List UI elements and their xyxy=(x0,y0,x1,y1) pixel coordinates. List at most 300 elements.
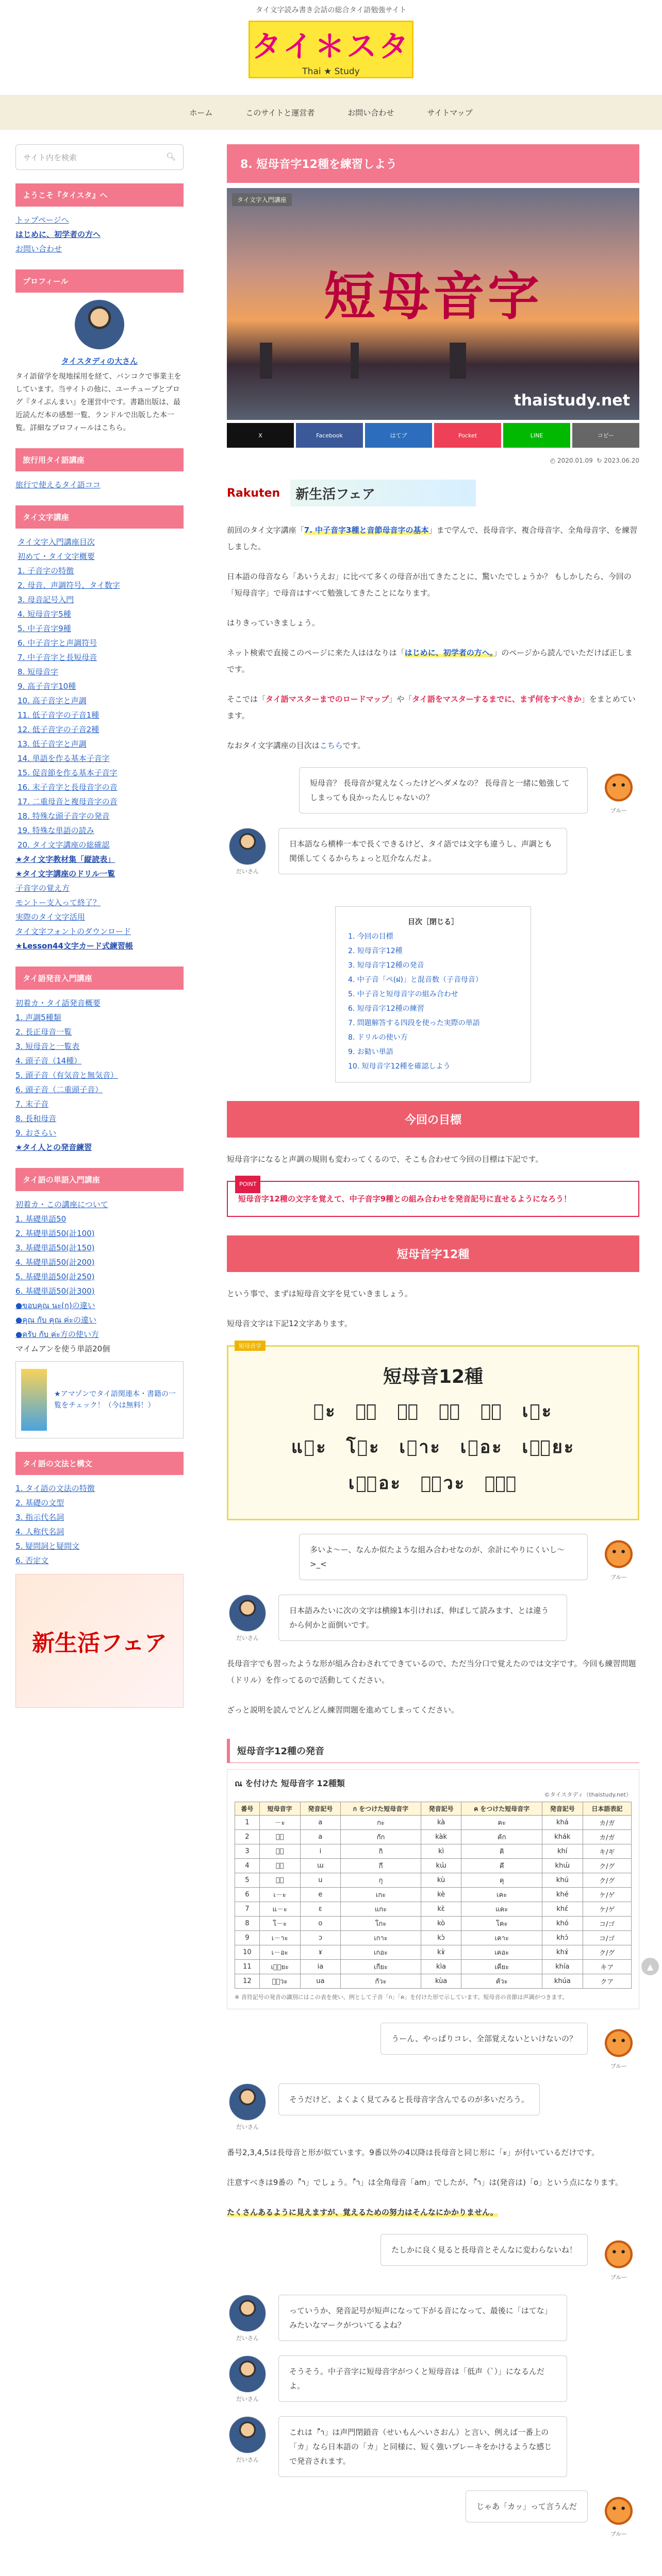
table-cell: แ－ะ xyxy=(259,1902,300,1917)
nav-sitemap[interactable]: サイトマップ xyxy=(427,108,473,117)
script-link-13[interactable]: 12. 低子音字の子音2種 xyxy=(18,725,100,734)
share-button-4[interactable]: LINE xyxy=(503,423,570,448)
fair-banner-text: 新生活フェア xyxy=(32,1630,167,1656)
script-link-20[interactable]: 19. 特殊な単語の読み xyxy=(18,826,94,835)
script-link-6[interactable]: 5. 中子音字9種 xyxy=(18,624,71,633)
script-link-14[interactable]: 13. 低子音字と声調 xyxy=(18,739,87,749)
table-cell: kè xyxy=(421,1888,461,1902)
rakuten-logo: Rakuten xyxy=(227,486,280,500)
grammar-link-4[interactable]: 5. 疑問詞と疑問文 xyxy=(15,1541,80,1551)
words-link-9[interactable]: ●ครับ กับ ค่ะ方の使い方 xyxy=(15,1330,99,1339)
point-box xyxy=(227,1181,639,1217)
table-cell: khɤ́ xyxy=(542,1945,583,1960)
dialogue-kuma-5 xyxy=(227,2490,639,2538)
table-cell: เคาะ xyxy=(461,1931,542,1945)
table-cell: ia xyxy=(300,1960,341,1974)
table-row xyxy=(235,1844,632,1859)
words-link-3[interactable]: 3. 基礎単語50(計150) xyxy=(15,1243,95,1252)
table-cell: เกียะ xyxy=(341,1960,421,1974)
table-cell: －ัวะ xyxy=(259,1974,300,1989)
table-cell: kɯ̀ xyxy=(421,1859,461,1873)
table-cell: kɛ̀ xyxy=(421,1902,461,1917)
script-link-16[interactable]: 15. 促音節を作る基本子音字 xyxy=(18,768,118,777)
table-cell: khá xyxy=(542,1816,583,1830)
mid-paragraph-2: ざっと説明を読んでどんどん練習問題を進めてしまってください。 xyxy=(227,1705,459,1715)
pron-heading: タイ語発音入門講座 xyxy=(15,967,184,990)
vowels-intro: という事で、まずは短母音文字を見ていきましょう。 xyxy=(227,1289,412,1298)
intro-paragraph-5: そこでは「タイ語マスターまでのロードマップ」や「タイ語をマスターするまでに、まず何をすべきか」をまとめています。 xyxy=(227,694,636,720)
script-extra-link-3[interactable]: タイ文字フォントのダウンロード xyxy=(15,927,131,936)
table-cell: キ/ギ xyxy=(583,1844,631,1859)
toc-item[interactable]: 10. 短母音字12種を確認しよう xyxy=(348,1062,451,1071)
intro-paragraph-4: ネット検索で直接このページに来た人ははなりは「はじめに、初学者の方へ。」のページから読んでいただけば正しまです。 xyxy=(227,648,633,674)
script-extra-link-2[interactable]: 実際のタイ文字活用 xyxy=(15,912,85,922)
table-cell: コ/ゴ xyxy=(583,1931,631,1945)
script-link-1[interactable]: 初めて・タイ文字概要 xyxy=(18,552,95,561)
table-cell: เ－าะ xyxy=(259,1931,300,1945)
pron-link-3[interactable]: 3. 短母音と一覧表 xyxy=(15,1042,80,1051)
table-row xyxy=(235,1902,632,1917)
table-cell: 6 xyxy=(235,1888,260,1902)
board-row-1: －ะ －ั －ิ －ึ －ุ เ－ะ xyxy=(313,1401,553,1421)
script-link-5[interactable]: 4. 短母音字5種 xyxy=(18,609,71,619)
script-link-21[interactable]: 20. タイ文字講座の総確認 xyxy=(18,840,110,850)
table-cell: －ั xyxy=(259,1830,300,1844)
intro-paragraph-3: はりきっていきましょう。 xyxy=(227,618,320,628)
script-link-15[interactable]: 14. 単語を作る基本子音字 xyxy=(18,754,110,763)
table-cell: コ/ゴ xyxy=(583,1917,631,1931)
pron-bold-link[interactable]: ★タイ人との発音練習 xyxy=(15,1143,92,1152)
table-cell: e xyxy=(300,1888,341,1902)
profile-name[interactable]: タイスタディの大さん xyxy=(61,357,138,366)
date-updated: 2023.06.20 xyxy=(604,457,639,464)
table-cell: กัวะ xyxy=(341,1974,421,1989)
table-cell: 11 xyxy=(235,1960,260,1974)
table-cell: โ－ะ xyxy=(259,1917,300,1931)
speech-bubble: そうだけど、よくよく見てみると長母音字含んでるのが多いだろう。 xyxy=(278,2083,540,2115)
author-avatar xyxy=(229,2295,266,2332)
table-cell: －ึ xyxy=(259,1859,300,1873)
link-beginner[interactable]: はじめに、初学者の方へ。 xyxy=(404,648,494,657)
table-header-cell: 番号 xyxy=(235,1802,260,1816)
author-avatar xyxy=(229,2355,266,2393)
script-link-10[interactable]: 9. 高子音字10種 xyxy=(18,682,76,691)
table-cell: i xyxy=(300,1844,341,1859)
pron-link-7[interactable]: 7. 末子音 xyxy=(15,1099,49,1109)
dialogue-dai-2 xyxy=(227,1595,639,1642)
toc-item[interactable]: 1. 今回の目標 xyxy=(348,933,393,941)
table-cell: カ/ガ xyxy=(583,1830,631,1844)
toc-item[interactable]: 9. お勧い単語 xyxy=(348,1048,393,1056)
table-cell: khó xyxy=(542,1917,583,1931)
table-cell: เกอะ xyxy=(341,1945,421,1960)
words-heading: タイ語の単語入門講座 xyxy=(15,1168,184,1191)
table-cell: กิ xyxy=(341,1844,421,1859)
table-of-contents xyxy=(335,906,531,1082)
eyecatch-image xyxy=(227,188,639,420)
words-link-4[interactable]: 4. 基礎単語50(計200) xyxy=(15,1258,95,1267)
table-cell: kà xyxy=(421,1816,461,1830)
table-cell: คัก xyxy=(461,1830,542,1844)
vowels-intro-2: 短母音文字は下記12文字あります。 xyxy=(227,1319,352,1328)
table-cell: khɔ́ xyxy=(542,1931,583,1945)
profile-bio: タイ語留学を現地採用を経て、バンコクで事業主をしています。当サイトの他に、ユーチューブとブログ『タイぷんまい』を運営中です。書籍出版は、最近読んだ本の感想一覧、ランドルで出版した本一覧。詳細なプロフィールはこちら。 xyxy=(15,372,181,432)
date-published: 2020.01.09 xyxy=(557,457,593,464)
table-cell: kò xyxy=(421,1917,461,1931)
speaker-name: ブルー xyxy=(610,2274,627,2281)
pron-link-1[interactable]: 1. 声調5種類 xyxy=(15,1013,61,1022)
table-cell: 12 xyxy=(235,1974,260,1989)
speaker-name: だいさん xyxy=(236,1635,259,1641)
script-link-4[interactable]: 3. 母音記号入門 xyxy=(18,595,74,604)
dialogue-kuma-1 xyxy=(227,767,639,815)
table-cell: โกะ xyxy=(341,1917,421,1931)
words-link-2[interactable]: 2. 基礎単語50(計100) xyxy=(15,1229,95,1238)
nav-about[interactable]: このサイトと運営者 xyxy=(245,108,315,117)
table-cell: เ－ะ xyxy=(259,1888,300,1902)
speech-bubble: 日本語みたいに次の文字は横線1本引ければ、伸ばして読みます、とは違うから何かと面倒いです。 xyxy=(278,1595,567,1641)
welcome-link-contact[interactable]: お問い合わせ xyxy=(15,244,62,253)
toc-items xyxy=(348,929,518,1074)
table-cell: kɤ̀ xyxy=(421,1945,461,1960)
words-link-8[interactable]: ●คุณ กับ คุณ ค่ะの違い xyxy=(15,1315,96,1325)
script-link-17[interactable]: 16. 末子音字と長母音字の音 xyxy=(18,783,118,792)
table-row xyxy=(235,1888,632,1902)
welcome-link-beginner[interactable]: はじめに、初学者の方へ xyxy=(15,230,101,239)
script-link-19[interactable]: 18. 特殊な頭子音字の発音 xyxy=(18,811,110,821)
table-cell: キア xyxy=(583,1960,631,1974)
toc-item[interactable]: 3. 短母音字12種の発音 xyxy=(348,961,424,970)
bear-avatar xyxy=(600,2234,637,2271)
travel-link[interactable]: 旅行で使えるタイ語ココ xyxy=(15,480,101,489)
speech-bubble: じゃあ「カッ」って言うんだ xyxy=(466,2490,588,2522)
script-heading: タイ文字講座 xyxy=(15,505,184,529)
table-cell: kì xyxy=(421,1844,461,1859)
speaker-name: ブルー xyxy=(610,807,627,814)
table-cell: 9 xyxy=(235,1931,260,1945)
speech-bubble: たしかに良く見ると長母音とそんなに変わらないね！ xyxy=(380,2234,588,2266)
page-title: 8. 短母音字12種を練習しよう xyxy=(227,144,639,183)
board-row-3: เ－ือะ －ัวะ －ำ xyxy=(348,1473,518,1494)
script-link-8[interactable]: 7. 中子音字と長短母音 xyxy=(18,653,97,662)
table-cell: กุ xyxy=(341,1873,421,1888)
table-row xyxy=(235,1960,632,1974)
pron-link-2[interactable]: 2. 長正母音一覧 xyxy=(15,1027,72,1037)
toc-item[interactable]: 8. ドリルの使い方 xyxy=(348,1033,408,1042)
script-bold-link-0[interactable]: ★タイ文字教材集「縦読表」 xyxy=(15,855,115,864)
subheading-pronunciation: 短母音字12種の発音 xyxy=(227,1739,639,1763)
toc-item[interactable]: 7. 問題解答する四段を使った実際の単語 xyxy=(348,1019,480,1027)
table-cell: 3 xyxy=(235,1844,260,1859)
table-cell: 4 xyxy=(235,1859,260,1873)
dialogue-dai-4 xyxy=(227,2295,639,2342)
mid-paragraph-1: 長母音字でも習ったような形が組み合わされてできているので、ただ当分口で覚えたのでは文字です。今回も練習問題（ドリル）を作ってるので活動してください。 xyxy=(227,1659,636,1685)
table-cell: กัก xyxy=(341,1830,421,1844)
table-row xyxy=(235,1830,632,1844)
words-link-1[interactable]: 1. 基礎単語50 xyxy=(15,1214,67,1224)
board-label: 短母音字 xyxy=(235,1341,266,1351)
script-link-7[interactable]: 6. 中子音字と声調符号 xyxy=(18,638,97,648)
script-link-12[interactable]: 11. 低子音字の子音1種 xyxy=(18,710,100,720)
words-links xyxy=(15,1197,184,1342)
table-cell: 5 xyxy=(235,1873,260,1888)
bear-avatar xyxy=(600,2490,637,2528)
table-cell: เกะ xyxy=(341,1888,421,1902)
bear-avatar xyxy=(600,767,637,804)
category-tag[interactable]: タイ文字入門講座 xyxy=(232,193,292,206)
grammar-link-5[interactable]: 6. 否定文 xyxy=(15,1556,49,1565)
table-row xyxy=(235,1873,632,1888)
speaker-name: ブルー xyxy=(610,1574,627,1581)
city-skyline xyxy=(227,343,639,379)
table-cell: kàk xyxy=(421,1830,461,1844)
table-cell: khú xyxy=(542,1873,583,1888)
words-link-5[interactable]: 5. 基礎単語50(計250) xyxy=(15,1272,95,1281)
eyecatch-title: 短母音字 xyxy=(324,266,542,327)
table-cell: khɛ́ xyxy=(542,1902,583,1917)
speech-bubble: 多いよ〜ー、なんか似たような組み合わせなのが、余計にやりにくいし〜>_< xyxy=(299,1534,588,1580)
table-cell: กะ xyxy=(341,1816,421,1830)
script-link-18[interactable]: 17. 二重母音と複母音字の音 xyxy=(18,797,118,806)
table-cell: กึ xyxy=(341,1859,421,1873)
welcome-heading: ようこそ『タイスタ』へ xyxy=(15,183,184,207)
words-plain: マイムアンを使う単語20個 xyxy=(15,1344,110,1353)
search-input[interactable] xyxy=(15,144,184,170)
table-cell: เคียะ xyxy=(461,1960,542,1974)
table-cell: kɔ̀ xyxy=(421,1931,461,1945)
script-extra-link-1[interactable]: モントー支入って終了？ xyxy=(15,898,101,907)
table-cell: クア xyxy=(583,1974,631,1989)
table-cell: ua xyxy=(300,1974,341,1989)
pron-link-6[interactable]: 6. 頭子音（二重頭子音） xyxy=(15,1085,103,1094)
board-row-2: แ－ะ โ－ะ เ－าะ เ－อะ เ－ียะ xyxy=(291,1437,575,1458)
table-cell: คิ xyxy=(461,1844,542,1859)
intro-paragraph-1: 前回のタイ文字講座「7. 中子音字3種と音節母音字の基本」まで学んで、長母音字、複合母音字、全角母音字、を練習しました。 xyxy=(227,526,638,551)
table-cell: kùa xyxy=(421,1974,461,1989)
speech-bubble: 短母音？ 長母音が覚えなくったけどへダメなの？ 長母音と一緒に勉強してしまっても良かったんじゃないの？ xyxy=(299,767,588,814)
script-bold-end[interactable]: ★Lesson44文字カード式練習帳 xyxy=(15,941,133,951)
table-cell: a xyxy=(300,1816,341,1830)
profile-avatar xyxy=(75,300,124,349)
table-cell: khúa xyxy=(542,1974,583,1989)
words-link-0[interactable]: 初着カ・この講座について xyxy=(15,1200,108,1209)
speaker-name: だいさん xyxy=(236,2335,259,2342)
post-dates xyxy=(227,457,639,464)
vowel-table-wrap xyxy=(227,1769,639,2009)
speaker-name: だいさん xyxy=(236,2396,259,2402)
nav-contact[interactable]: お問い合わせ xyxy=(347,108,394,117)
toc-item[interactable]: 6. 短母音字12種の練習 xyxy=(348,1005,424,1013)
table-cell: เกาะ xyxy=(341,1931,421,1945)
table-cell: โคะ xyxy=(461,1917,542,1931)
grammar-links xyxy=(15,1481,184,1568)
table-cell: ク/グ xyxy=(583,1859,631,1873)
pron-link-5[interactable]: 5. 頭子音（有気音と無気音） xyxy=(15,1071,119,1080)
table-header-cell: 短母音字 xyxy=(259,1802,300,1816)
table-cell: คุ xyxy=(461,1873,542,1888)
link-prev-lesson[interactable]: 7. 中子音字3種と音節母音字の基本 xyxy=(304,526,429,535)
table-header-cell: 日本語表記 xyxy=(583,1802,631,1816)
table-cell: －ุ xyxy=(259,1873,300,1888)
table-row xyxy=(235,1859,632,1873)
after-paragraph-3: たくさんあるように見えますが、覚えるための努力はそんなにかかりません。 xyxy=(227,2208,498,2217)
intro-paragraph-2: 日本語の母音なら「あいうえお」に比べて多くの母音が出てきたことに、驚いたでしょうか？ もしかしたら、今回の「短母音字」で母音はすべて勉強してきたことになります。 xyxy=(227,572,632,598)
script-extra-link-0[interactable]: 子音字の覚え方 xyxy=(15,884,70,893)
grammar-link-3[interactable]: 4. 人称代名詞 xyxy=(15,1527,64,1536)
table-header-cell: 発音記号 xyxy=(300,1802,341,1816)
speaker-name: ブルー xyxy=(610,2531,627,2537)
pron-link-8[interactable]: 8. 長和母音 xyxy=(15,1114,57,1123)
link-toc[interactable]: こちら xyxy=(319,741,343,750)
table-cell: 2 xyxy=(235,1830,260,1844)
refresh-icon: ↻ xyxy=(597,457,602,464)
logo-subtext: Thai ★ Study xyxy=(302,66,360,77)
rakuten-banner[interactable]: 新生活フェア xyxy=(290,480,476,506)
pron-link-4[interactable]: 4. 頭子音（14種） xyxy=(15,1056,82,1065)
table-row xyxy=(235,1917,632,1931)
script-link-9[interactable]: 8. 短母音字 xyxy=(18,667,59,676)
speaker-name: だいさん xyxy=(236,2456,259,2463)
pron-links xyxy=(15,996,184,1140)
point-label: POINT xyxy=(235,1176,260,1193)
point-text: 短母音字12種の文字を覚えて、中子音字9種との組み合わせを発音記号に直せるようになろう！ xyxy=(238,1194,572,1204)
toc-title[interactable]: 目次［閉じる］ xyxy=(408,918,458,926)
share-button-2[interactable]: はてブ xyxy=(365,423,432,448)
speaker-name: ブルー xyxy=(610,2063,627,2070)
dialogue-kuma-3 xyxy=(227,2023,639,2070)
script-bold-link-1[interactable]: ★タイ文字講座のドリル一覧 xyxy=(15,869,115,878)
clock-icon: ◴ xyxy=(550,457,556,464)
grammar-link-1[interactable]: 2. 基礎の文型 xyxy=(15,1498,64,1507)
table-header-cell: 発音記号 xyxy=(542,1802,583,1816)
table-cell: －ิ xyxy=(259,1844,300,1859)
rakuten-ad[interactable] xyxy=(227,478,639,509)
table-cell: khía xyxy=(542,1960,583,1974)
table-source: ©タイスタディ（thaistudy.net） xyxy=(544,1791,632,1798)
travel-heading: 旅行用タイ語講座 xyxy=(15,448,184,471)
share-button-0[interactable]: X xyxy=(227,423,294,448)
pron-link-9[interactable]: 9. おさらい xyxy=(15,1128,57,1138)
amazon-ad[interactable] xyxy=(15,1361,184,1438)
share-button-1[interactable]: Facebook xyxy=(296,423,363,448)
table-cell: o xyxy=(300,1917,341,1931)
speech-bubble: うーん、やっぱりコレ、全部覚えないといけないの？ xyxy=(380,2023,588,2055)
toc-item[interactable]: 2. 短母音字12種 xyxy=(348,947,403,955)
words-link-6[interactable]: 6. 基礎単語50(計300) xyxy=(15,1286,95,1296)
share-button-5[interactable]: コピー xyxy=(572,423,639,448)
welcome-link-top[interactable]: トップページへ xyxy=(15,215,69,225)
words-link-7[interactable]: ●ขอบคุณ นะ(ก)の違い xyxy=(15,1301,95,1310)
grammar-link-2[interactable]: 3. 指示代名詞 xyxy=(15,1513,64,1522)
table-cell: khé xyxy=(542,1888,583,1902)
table-cell: เ－ียะ xyxy=(259,1960,300,1974)
table-cell: kìa xyxy=(421,1960,461,1974)
dialogue-kuma-4 xyxy=(227,2234,639,2281)
table-cell: ɔ xyxy=(300,1931,341,1945)
profile-heading: プロフィール xyxy=(15,269,184,293)
speech-bubble: 日本語なら横棒一本で長くできるけど、タイ語では文字も違うし、声調とも関係してくるからちょっと厄介なんだよ。 xyxy=(278,828,567,874)
table-cell: แกะ xyxy=(341,1902,421,1917)
bear-avatar xyxy=(600,1534,637,1571)
table-cell: 10 xyxy=(235,1945,260,1960)
search-icon[interactable]: 🔍︎ xyxy=(166,152,176,161)
author-avatar xyxy=(229,828,266,865)
table-cell: คึ xyxy=(461,1859,542,1873)
table-row xyxy=(235,1931,632,1945)
ad-text[interactable]: ★アマゾンでタイ語関連本・書籍の一覧をチェック！（今は無料！） xyxy=(54,1390,176,1410)
section-heading-vowels: 短母音字12種 xyxy=(227,1235,639,1272)
table-header-row xyxy=(235,1802,632,1816)
share-button-3[interactable]: Pocket xyxy=(434,423,501,448)
toc-item[interactable]: 5. 中子音と短母音字の組み合わせ xyxy=(348,990,458,998)
script-link-11[interactable]: 10. 高子音字と声調 xyxy=(18,696,87,705)
share-buttons xyxy=(227,423,639,448)
global-nav xyxy=(0,95,662,130)
table-cell: khɯ́ xyxy=(542,1859,583,1873)
table-cell: ケ/ゲ xyxy=(583,1888,631,1902)
bear-avatar xyxy=(600,2023,637,2060)
vowel-table xyxy=(235,1802,632,1989)
table-cell: ケ/ゲ xyxy=(583,1902,631,1917)
script-links xyxy=(15,535,184,852)
site-logo[interactable] xyxy=(249,21,413,78)
table-cell: a xyxy=(300,1830,341,1844)
ad-figure xyxy=(21,1369,47,1431)
script-link-3[interactable]: 2. 母音、声調符号、タイ数字 xyxy=(18,581,120,590)
script-link-2[interactable]: 1. 子音字の特徴 xyxy=(18,566,74,575)
table-cell: u xyxy=(300,1873,341,1888)
speech-bubble: っていうか、発音記号が短声になって下がる音になって、最後に「はてな」みたいなマークがついてるよね？ xyxy=(278,2295,567,2341)
table-cell: ɛ xyxy=(300,1902,341,1917)
dialogue-dai-6 xyxy=(227,2416,639,2477)
table-cell: แคะ xyxy=(461,1902,542,1917)
table-cell: kù xyxy=(421,1873,461,1888)
intro-paragraph-6: なおタイ文字講座の目次はこちらです。 xyxy=(227,741,366,750)
site-tagline: タイ文字読み書き会話の総合タイ語勉強サイト xyxy=(255,6,407,14)
table-cell: カ/ガ xyxy=(583,1816,631,1830)
dialogue-dai-1 xyxy=(227,828,639,875)
article xyxy=(227,144,639,2538)
table-cell: ɤ xyxy=(300,1945,341,1960)
author-avatar xyxy=(229,2083,266,2121)
toc-item[interactable]: 4. 中子音「ペ(ฝ)」と混音数（子音母音） xyxy=(348,976,483,984)
table-row xyxy=(235,1974,632,1989)
table-header-cell: ก をつけた短母音字 xyxy=(341,1802,421,1816)
after-paragraph-1: 番号2,3,4,5は長母音と形が似ています。9番以外の4以降は長母音と同じ形に「ะ」が付いているだけです。 xyxy=(227,2148,600,2157)
table-cell: ɯ xyxy=(300,1859,341,1873)
table-cell: 1 xyxy=(235,1816,260,1830)
search-placeholder: サイト内を検索 xyxy=(23,153,77,162)
sidebar xyxy=(15,144,184,1708)
table-cell: เ－อะ xyxy=(259,1945,300,1960)
table-cell: －ะ xyxy=(259,1816,300,1830)
table-cell: khák xyxy=(542,1830,583,1844)
author-avatar xyxy=(229,1595,266,1632)
pron-link-0[interactable]: 初着カ・タイ語発音概要 xyxy=(15,998,101,1008)
table-note: ※ 音符記号の発音の識別にはこの表を使い、例として子音「ก」「ค」を付けた形で示しています。短母音の音節は声調がつきます。 xyxy=(235,1994,568,2001)
eyecatch-watermark: thaistudy.net xyxy=(514,392,630,410)
script-link-0[interactable]: タイ文字入門講座目次 xyxy=(18,537,95,547)
table-cell: 7 xyxy=(235,1902,260,1917)
goal-paragraph: 短母音字になると声調の規則も変わってくるので、そこも合わせて今回の目標は下記です。 xyxy=(227,1155,543,1164)
speaker-name: だいさん xyxy=(236,868,259,875)
table-body xyxy=(235,1816,632,1989)
nav-home[interactable]: ホーム xyxy=(189,108,213,117)
logo-text: タイ＊スタ xyxy=(251,29,411,64)
grammar-link-0[interactable]: 1. タイ語の文法の特徴 xyxy=(15,1484,95,1493)
scroll-top-button[interactable]: ▲ xyxy=(641,1958,659,1975)
rakuten-fair-banner[interactable] xyxy=(15,1574,184,1708)
